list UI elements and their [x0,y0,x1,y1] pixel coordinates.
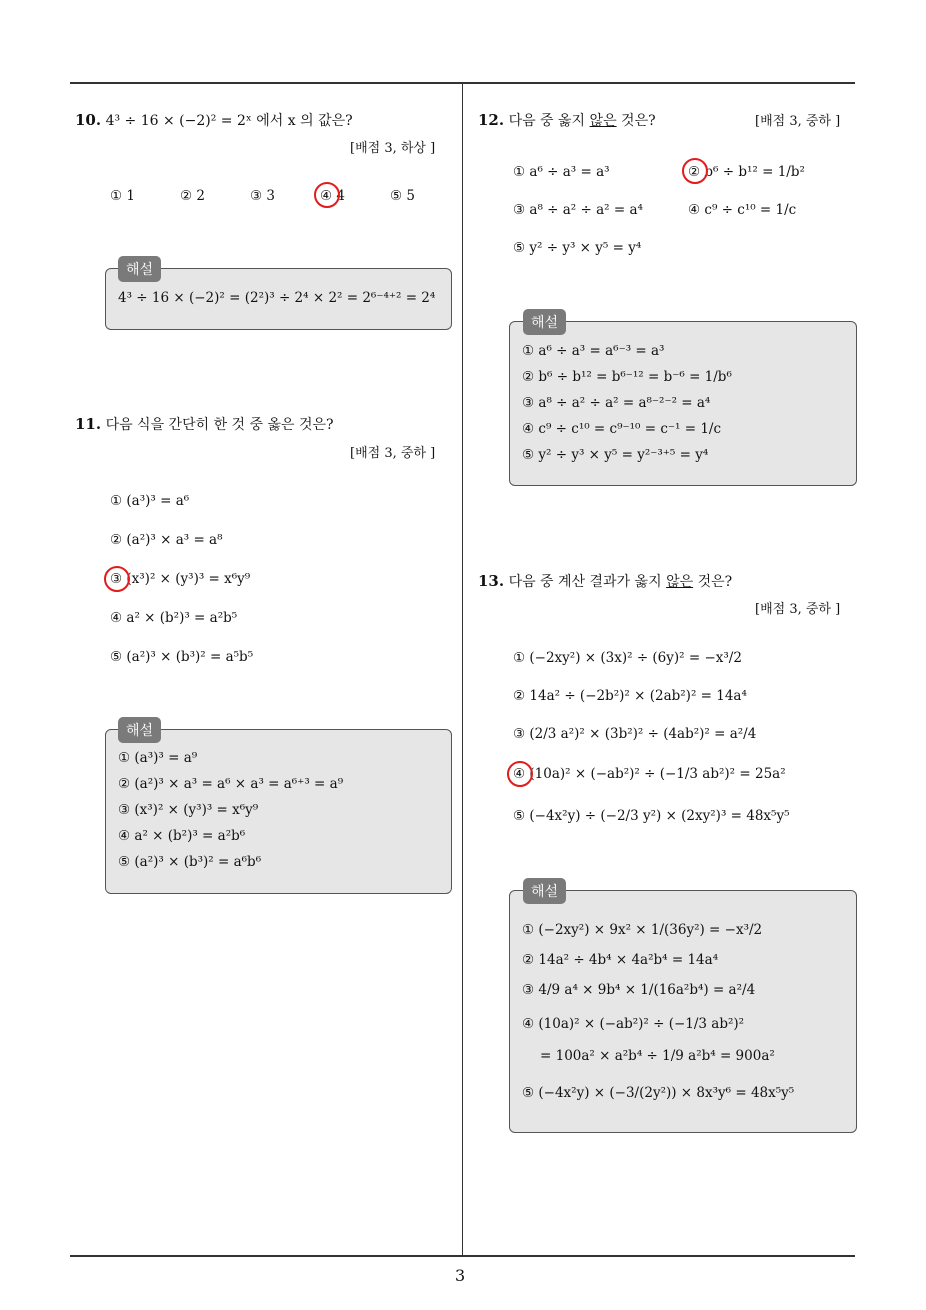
q11-solution-line-4: ④ a² × (b²)³ = a²b⁶ [118,828,246,844]
q13-choice-2[interactable]: ② 14a² ÷ (−2b²)² × (2ab²)² = 14a⁴ [513,688,747,704]
q10-number: 10. [75,111,102,129]
q11-choice-1[interactable]: ① (a³)³ = a⁶ [110,493,190,509]
q13-solution-line-4: ④ (10a)² × (−ab²)² ÷ (−1/3 ab²)² [522,1016,745,1032]
q13-solution-line-2: ② 14a² ÷ 4b⁴ × 4a²b⁴ = 14a⁴ [522,952,719,968]
q10-header [75,110,353,130]
q12-choice-2[interactable]: ② b⁶ ÷ b¹² = 1/b² [688,164,805,180]
q11-solution-line-1: ① (a³)³ = a⁹ [118,750,198,766]
q10-choice-3[interactable]: ③ 3 [250,188,275,204]
q12-choice-3[interactable]: ③ a⁸ ÷ a² ÷ a² = a⁴ [513,202,643,218]
q13-choice-4[interactable]: ④ (10a)² × (−ab²)² ÷ (−1/3 ab²)² = 25a² [513,766,786,782]
q10-choice-4[interactable]: ④ 4 [320,188,345,204]
q10-solution-line: 4³ ÷ 16 × (−2)² = (2²)³ ÷ 2⁴ × 2² = 2⁶⁻⁴⁺² = 2⁴ [118,290,436,306]
q13-solution-line-6: ⑤ (−4x²y) × (−3/(2y²)) × 8x³y⁶ = 48x⁵y⁵ [522,1085,795,1101]
q12-text-after: 것은? [616,113,656,129]
q13-solution-line-3: ③ 4/9 a⁴ × 9b⁴ × 1/(16a²b⁴) = a²/4 [522,982,756,998]
q10-choice-1[interactable]: ① 1 [110,188,135,204]
q12-number: 12. [478,111,505,129]
q12-score: [배점 3, 중하 ] [755,114,841,129]
q10-solution-tag: 해설 [118,256,161,282]
q11-solution-line-5: ⑤ (a²)³ × (b³)² = a⁶b⁶ [118,854,262,870]
q12-header [478,110,656,130]
q13-solution-line-1: ① (−2xy²) × 9x² × 1/(36y²) = −x³/2 [522,922,763,938]
q12-solution-line-5: ⑤ y² ÷ y³ × y⁵ = y²⁻³⁺⁵ = y⁴ [522,447,709,463]
q11-choice-5[interactable]: ⑤ (a²)³ × (b³)² = a⁵b⁵ [110,649,254,665]
q11-choice-4[interactable]: ④ a² × (b²)³ = a²b⁵ [110,610,238,626]
q12-choice-4[interactable]: ④ c⁹ ÷ c¹⁰ = 1/c [688,202,797,218]
q11-number: 11. [75,415,102,433]
q13-text-underlined: 않은 [666,574,694,590]
q13-solution-line-5: = 100a² × a²b⁴ ÷ 1/9 a²b⁴ = 900a² [540,1048,775,1064]
q11-text: 다음 식을 간단히 한 것 중 옳은 것은? [105,417,334,433]
q10-score: [배점 3, 하상 ] [350,141,436,156]
q11-solution-line-3: ③ (x³)² × (y³)³ = x⁶y⁹ [118,802,259,818]
q10-choice-5[interactable]: ⑤ 5 [390,188,415,204]
q11-solution-line-2: ② (a²)³ × a³ = a⁶ × a³ = a⁶⁺³ = a⁹ [118,776,344,792]
q10-choice-2[interactable]: ② 2 [180,188,205,204]
q13-solution-tag: 해설 [523,878,566,904]
q13-header [478,571,732,591]
q13-text-before: 다음 중 계산 결과가 옳지 [508,574,667,590]
q12-answer-mark [682,158,708,184]
q11-answer-mark [104,566,130,592]
q11-choice-2[interactable]: ② (a²)³ × a³ = a⁸ [110,532,223,548]
q12-solution-line-1: ① a⁶ ÷ a³ = a⁶⁻³ = a³ [522,343,665,359]
q12-solution-line-2: ② b⁶ ÷ b¹² = b⁶⁻¹² = b⁻⁶ = 1/b⁶ [522,369,732,385]
q12-solution-line-4: ④ c⁹ ÷ c¹⁰ = c⁹⁻¹⁰ = c⁻¹ = 1/c [522,421,722,437]
page-number: 3 [455,1266,466,1285]
q13-text-after: 것은? [693,574,733,590]
bottom-rule [70,1255,855,1257]
q13-score: [배점 3, 중하 ] [755,602,841,617]
q13-choice-5[interactable]: ⑤ (−4x²y) ÷ (−2/3 y²) × (2xy²)³ = 48x⁵y⁵ [513,808,790,824]
q12-choice-5[interactable]: ⑤ y² ÷ y³ × y⁵ = y⁴ [513,240,642,256]
q11-score: [배점 3, 중하 ] [350,446,436,461]
q10-answer-mark [314,182,340,208]
q12-solution-tag: 해설 [523,309,566,335]
q11-choice-3[interactable]: ③ (x³)² × (y³)³ = x⁶y⁹ [110,571,251,587]
q12-text-before: 다음 중 옳지 [508,113,590,129]
column-divider [462,82,463,1257]
q11-header [75,414,334,434]
q13-number: 13. [478,572,505,590]
q11-solution-tag: 해설 [118,717,161,743]
q10-text: 4³ ÷ 16 × (−2)² = 2ˣ 에서 x 의 값은? [105,113,353,129]
q12-text-underlined: 않은 [589,113,617,129]
q13-choice-3[interactable]: ③ (2/3 a²)² × (3b²)² ÷ (4ab²)² = a²/4 [513,726,757,742]
q13-choice-1[interactable]: ① (−2xy²) × (3x)² ÷ (6y)² = −x³/2 [513,650,742,666]
q12-choice-1[interactable]: ① a⁶ ÷ a³ = a³ [513,164,610,180]
q12-solution-line-3: ③ a⁸ ÷ a² ÷ a² = a⁸⁻²⁻² = a⁴ [522,395,711,411]
q13-answer-mark [507,761,533,787]
